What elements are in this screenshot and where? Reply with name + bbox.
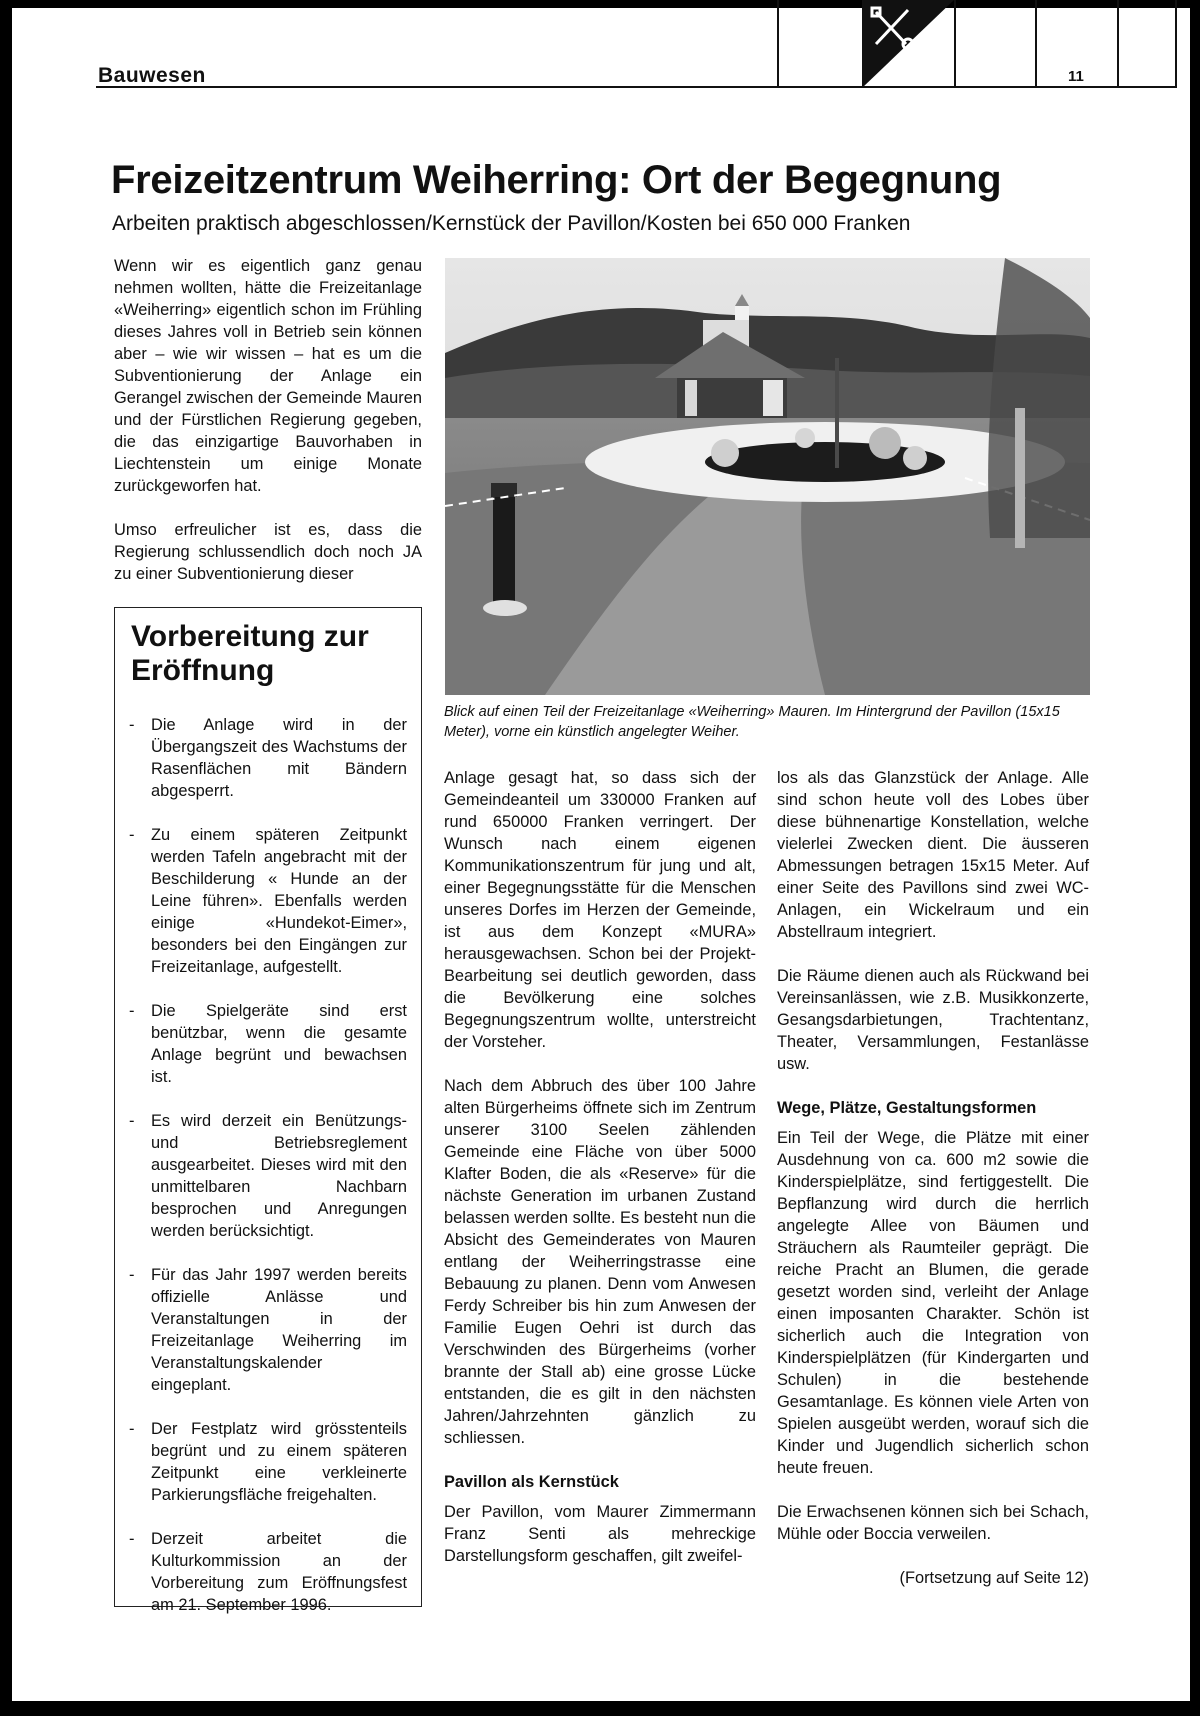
paragraph: Nach dem Abbruch des über 100 Jahre alten Bürgerheims öffnete sich im Zentrum unserer 3100 Seelen zählenden Gemeinde eine Fläche von über 5000 Klafter Boden, die als «Reserve» für die nächste Generation im urbanen Zustand belassen werden sollte. Es besteht nun die Absicht des Gemeinderates von Mauren entlang der Weiherringstrasse eine Bebauung zu planen. Denn vom Anwesen Ferdy Schreiber bis hin zum Anwesen der Familie Eugen Oehri ist durch das Verschwinden des Bürgerheims (vorher brannte der Stall ab) eine grosse Lücke entstanden, die es gilt in den nächsten Jahren/Jahrzehnten gänzlich zu schliessen. <box>444 1077 756 1447</box>
section-title: Bauwesen <box>98 64 206 87</box>
box-list <box>129 714 407 1638</box>
list-item: - Der Festplatz wird grösstenteils begrünt und zu einem späteren Zeitpunkt eine verkleinerte Parkierungsfläche freigehalten. <box>129 1420 407 1504</box>
article-subtitle: Arbeiten praktisch abgeschlossen/Kernstück der Pavillon/Kosten bei 650 000 Franken <box>112 212 911 235</box>
paragraph: Die Erwachsenen können sich bei Schach, Mühle oder Boccia verweilen. <box>777 1503 1089 1543</box>
paragraph: Anlage gesagt hat, so dass sich der Gemeindeanteil um 330000 Franken auf rund 650000 Franken verringert. Der Wunsch nach einem eigenen Kommunikationszentrum für jung und alt, einer Begegnungsstätte für die Menschen unseres Dorfes im Herzen der Gemeinde, ist aus dem Konzept «MURA» herausgewachsen. Schon bei der Projekt-Bearbeitung sei deutlich geworden, dass die Bevölkerung eine solches Begegnungszentrum wollte, unterstreicht der Vorsteher. <box>444 769 756 1051</box>
article-column-2 <box>444 767 756 1567</box>
header-grid <box>777 0 1177 88</box>
list-item: - Für das Jahr 1997 werden bereits offizielle Anlässe und Veranstaltungen in der Freizeitanlage Weiherring im Veranstaltungskalender eingeplant. <box>129 1266 407 1394</box>
sidebar-box <box>114 607 422 1614</box>
subheading: Wege, Plätze, Gestaltungsformen <box>777 1099 1037 1117</box>
box-title: Vorbereitung zur Eröffnung <box>131 620 369 687</box>
intro-column <box>114 255 422 585</box>
paragraph: Der Pavillon, vom Maurer Zimmermann Franz Senti als mehreckige Darstellungsform geschaffen, gilt zweifel- <box>444 1503 756 1565</box>
subheading: Pavillon als Kernstück <box>444 1473 619 1491</box>
list-item: - Die Anlage wird in der Übergangszeit des Wachstums der Rasenflächen mit Bändern abgesperrt. <box>129 716 407 800</box>
list-item: - Zu einem späteren Zeitpunkt werden Tafeln angebracht mit der Beschilderung « Hunde an der Leine führen». Ebenfalls werden einige «Hundekot-Eimer», besonders bei den Eingängen zur Freizeitanlage, aufgestellt. <box>129 826 407 976</box>
page-number: 11 <box>1068 68 1084 85</box>
list-item: - Die Spielgeräte sind erst benützbar, wenn die gesamte Anlage begrünt und bewachsen ist. <box>129 1002 407 1086</box>
list-item: - Es wird derzeit ein Benützungs- und Betriebsreglement ausgearbeitet. Dieses wird mit den unmittelbaren Nachbarn besprochen und Anregungen werden berücksichtigt. <box>129 1112 407 1240</box>
intro-paragraph: Umso erfreulicher ist es, dass die Regierung schlussendlich doch noch JA zu einer Subventionierung dieser <box>114 521 422 583</box>
header-rule <box>96 86 1176 88</box>
intro-paragraph: Wenn wir es eigentlich ganz genau nehmen wollten, hätte die Freizeitanlage «Weiherring» eigentlich schon im Frühling dieses Jahres voll in Betrieb sein können aber – wie wir wissen – hat es um die Subventionierung der Anlage ein Gerangel zwischen der Gemeinde Mauren und der Fürstlichen Regierung gegeben, die das einzigartige Bauvorhaben in Liechtenstein um einige Monate zurückgeworfen hat. <box>114 257 422 495</box>
article-column-3 <box>777 767 1089 1589</box>
paragraph: los als das Glanzstück der Anlage. Alle sind schon heute voll des Lobes über diese bühnenartige Konstellation, welche vielerlei Zwecken dient. Die äusseren Abmessungen betragen 15x15 Meter. Auf einer Seite des Pavillons sind zwei WC-Anlagen, ein Wickelraum und ein Abstellraum integriert. <box>777 769 1089 941</box>
paragraph: Ein Teil der Wege, die Plätze mit einer Ausdehnung von ca. 600 m2 sowie die Kinderspielplätze, sind fertiggestellt. Die Bepflanzung wird durch die herrlich angelegte Allee von Bäumen und Sträuchern als Raumteiler geprägt. Die reiche Pracht an Blumen, die gerade gesetzt worden sind, verleiht der Anlage einen imposanten Charakter. Schön ist sicherlich auch die Integration von Kinderspielplätzen (für Kindergarten und Schulen) in die bestehende Gesamtanlage. Es können viele Arten von Spielen ausgeübt werden, worauf sich die Kinder und Jugendlich sicherlich schon heute freuen. <box>777 1129 1089 1477</box>
pavilion-photo <box>445 258 1090 695</box>
photo-caption: Blick auf einen Teil der Freizeitanlage «Weiherring» Mauren. Im Hintergrund der Pavillon (15x15 Meter), vorne ein künstlich angelegter Weiher. <box>444 704 1060 740</box>
paragraph: Die Räume dienen auch als Rückwand bei Vereinsanlässen, wie z.B. Musikkonzerte, Gesangsdarbietungen, Trachtentanz, Theater, Versammlungen, Festanlässe usw. <box>777 967 1089 1073</box>
article-title: Freizeitzentrum Weiherring: Ort der Begegnung <box>111 158 1002 202</box>
crossed-tools-logo-icon <box>862 0 954 88</box>
continuation-note: (Fortsetzung auf Seite 12) <box>899 1569 1089 1587</box>
list-item: - Derzeit arbeitet die Kulturkommission an der Vorbereitung zum Eröffnungsfest am 21. September 1996. <box>129 1530 407 1614</box>
